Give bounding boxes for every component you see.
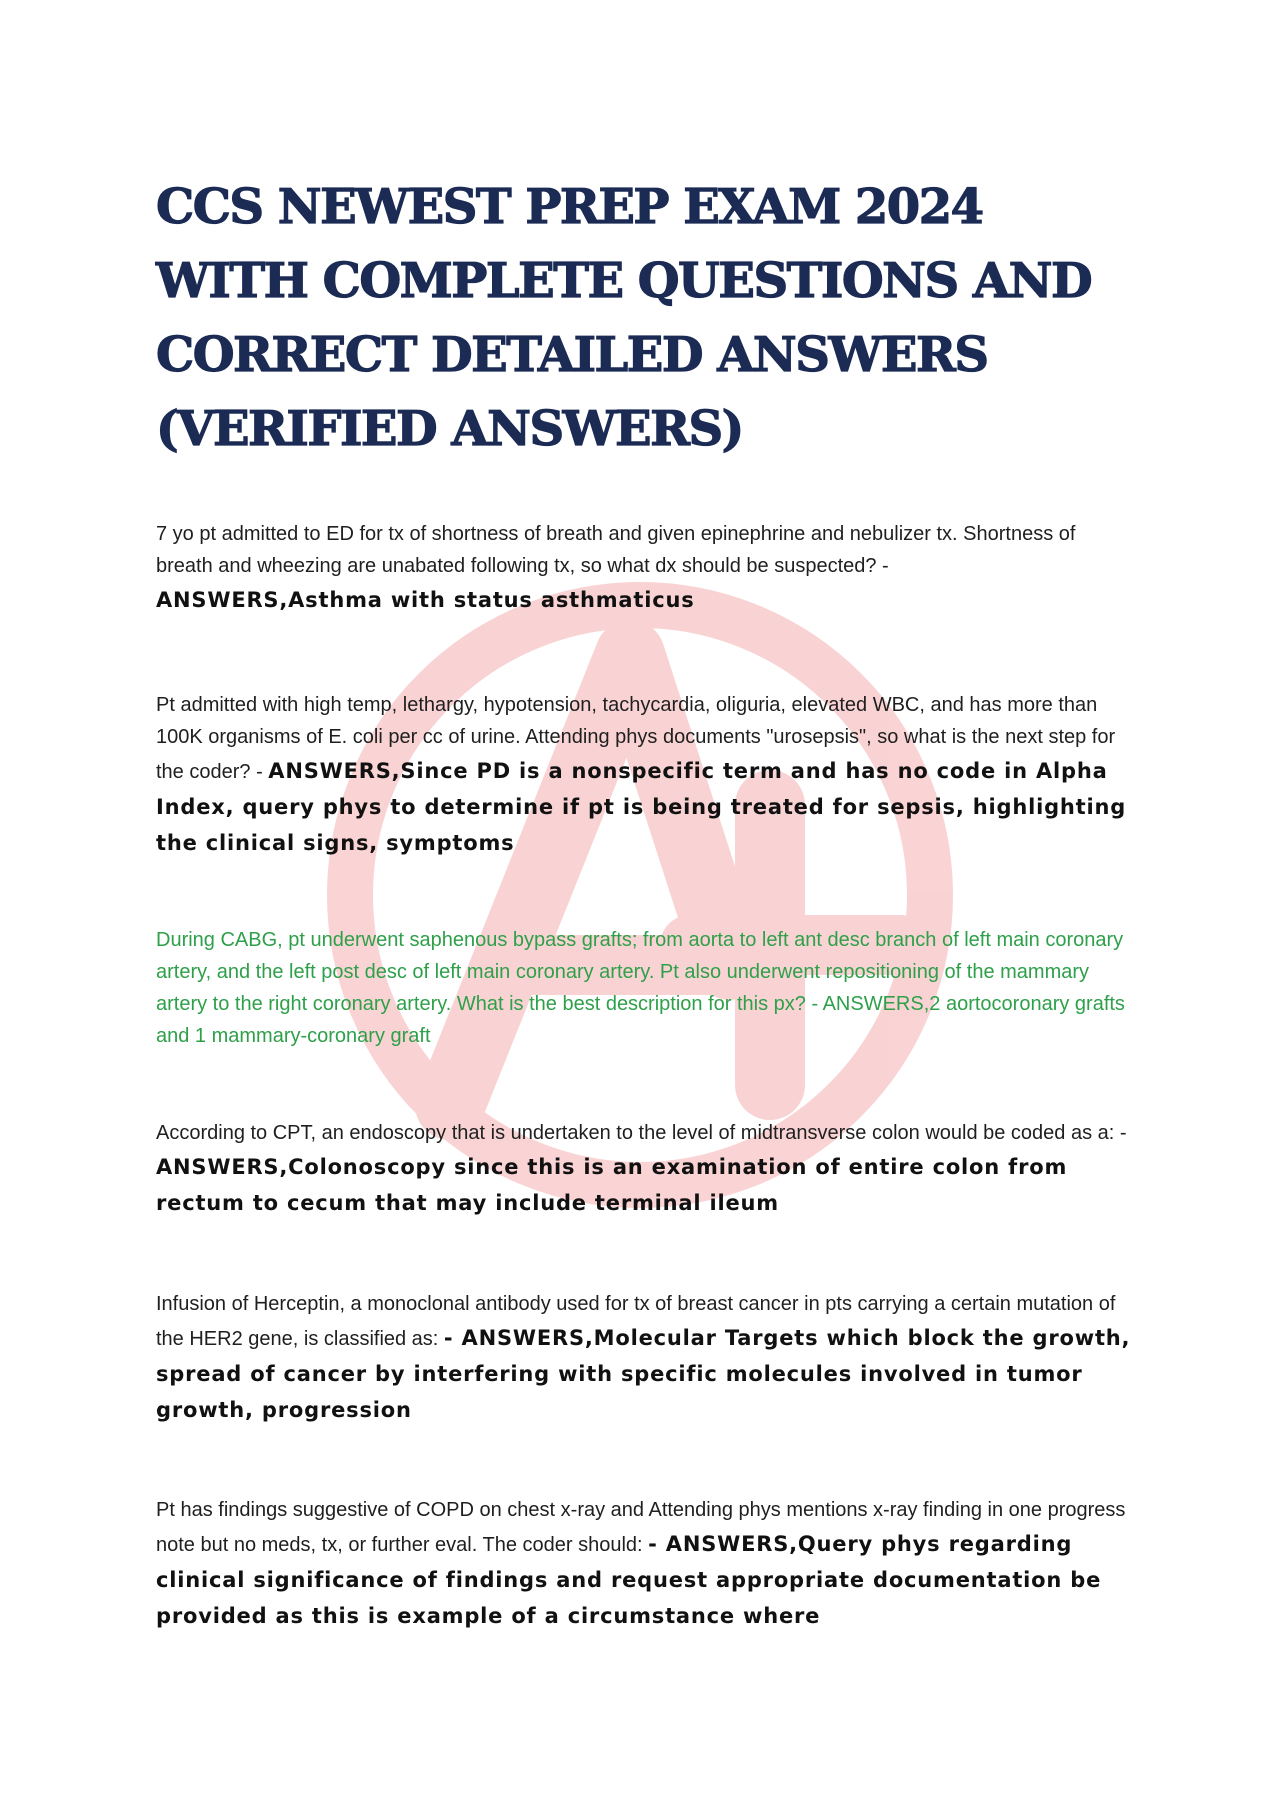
qa-item (156, 1288, 1136, 1428)
answer-text: - ANSWERS,Molecular Targets which block the growth, spread of cancer by interfering with specific molecules involved in tumor growth, progression (156, 1326, 1131, 1422)
qa-item-highlighted (156, 924, 1136, 1052)
question-text: 7 yo pt admitted to ED for tx of shortness of breath and given epinephrine and nebulizer tx. Shortness of breath and wheezing are unabated following tx, so what dx should be suspected? - (156, 523, 1076, 577)
question-text: Pt admitted with high temp, lethargy, hypotension, tachycardia, oliguria, elevated WBC, and has more than 100K organisms of E. coli per cc of urine. Attending phys documents "urosepsis", so what is the next step for the coder? - (156, 694, 1116, 783)
qa-item (156, 518, 1136, 618)
question-text: Pt has findings suggestive of COPD on chest x-ray and Attending phys mentions x-ray finding in one progress note but no meds, tx, or further eval. The coder should: (156, 1499, 1126, 1556)
answer-text: ANSWERS,Colonoscopy since this is an examination of entire colon from rectum to cecum that may include terminal ileum (156, 1155, 1068, 1215)
document-title: CCS NEWEST PREP EXAM 2024 WITH COMPLETE QUESTIONS AND CORRECT DETAILED ANSWERS (VERIFIED ANSWERS) (156, 179, 1092, 457)
answer-text: - ANSWERS,Query phys regarding clinical significance of findings and request appropriate documentation be provided as this is example of a circumstance where (156, 1532, 1102, 1628)
answer-text: ANSWERS,Asthma with status asthmaticus (156, 588, 695, 612)
answer-text: ANSWERS,Since PD is a nonspecific term and has no code in Alpha Index, query phys to determine if pt is being treated for sepsis, highlighting the clinical signs, symptoms (156, 759, 1127, 855)
question-text: Infusion of Herceptin, a monoclonal antibody used for tx of breast cancer in pts carrying a certain mutation of the HER2 gene, is classified as: (156, 1293, 1116, 1350)
qa-item (156, 1117, 1136, 1221)
question-text: During CABG, pt underwent saphenous bypass grafts; from aorta to left ant desc branch of left main coronary artery, and the left post desc of left main coronary artery. Pt also underwent repositioning of the mammary artery to the right coronary artery. What is the best description for this px? - (156, 929, 1124, 1015)
answer-text: ANSWERS,2 aortocoronary grafts and 1 mammary-coronary graft (156, 993, 1125, 1047)
qa-item (156, 1494, 1136, 1634)
qa-item (156, 689, 1136, 861)
question-text: According to CPT, an endoscopy that is undertaken to the level of midtransverse colon would be coded as a: - (156, 1122, 1127, 1144)
